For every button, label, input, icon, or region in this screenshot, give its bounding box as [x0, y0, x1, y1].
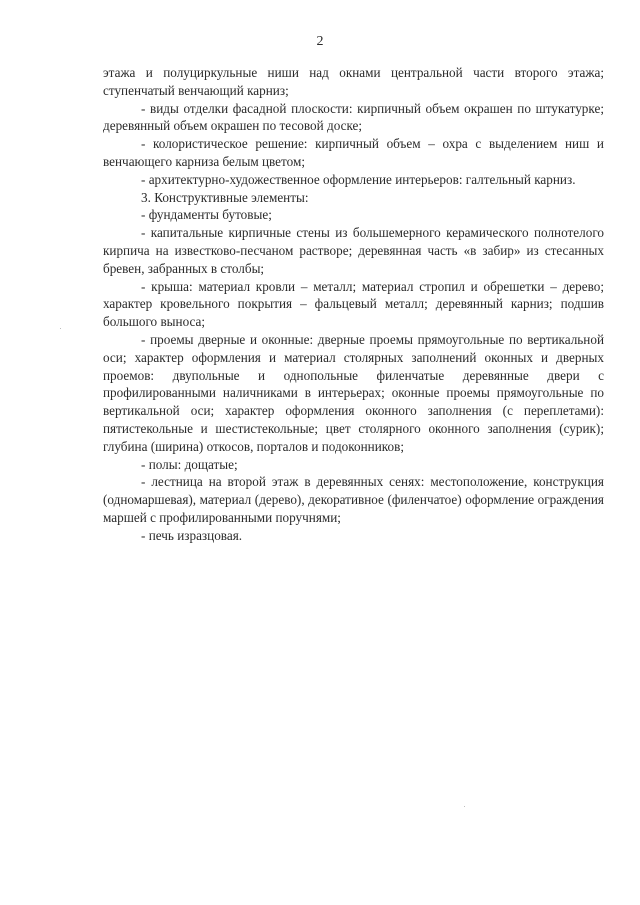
paragraph-facade-finish: - виды отделки фасадной плоскости: кирпичный объем окрашен по штукатурке; деревянный объем окрашен по тесовой доске; — [103, 100, 604, 134]
paragraph-openings: - проемы дверные и оконные: дверные проемы прямоугольные по вертикальной оси; характер оформления и материал столярных заполнений оконных и дверных проемов: двупольные и однопольные филенчатые деревянные двери с профилированными наличниками в интерьерах; оконные проемы прямоугольные по вертикальной оси; характер оформления оконного заполнения (с переплетами): пятистекольные и шестистекольные; цвет столярного оконного заполнения (сурик); глубина (ширина) откосов, порталов и подоконников; — [103, 331, 604, 454]
scan-speck — [464, 806, 465, 807]
document-body — [103, 64, 604, 545]
paragraph-stove: - печь изразцовая. — [141, 527, 243, 543]
paragraph-floors: - полы: дощатые; — [141, 456, 238, 472]
paragraph-color-scheme: - колористическое решение: кирпичный объем – охра с выделением ниш и венчающего карниза белым цветом; — [103, 136, 604, 169]
paragraph-foundations: - фундаменты бутовые; — [141, 207, 272, 223]
scan-speck — [60, 328, 61, 329]
paragraph-staircase: - лестница на второй этаж в деревянных сенях: местоположение, конструкция (одномаршевая), материал (дерево), декоративное (филенчатое) оформление ограждения маршей с профилированными поручнями; — [103, 474, 604, 525]
page-number: 2 — [316, 34, 324, 49]
paragraph-walls: - капитальные кирпичные стены из большемерного керамического полнотелого кирпича на известково-песчаном растворе; деревянная часть «в забир» из стесанных бревен, забранных в столбы; — [103, 225, 604, 276]
paragraph-interior-design: - архитектурно-художественное оформление интерьеров: галтельный карниз. — [141, 171, 576, 187]
paragraph-continuation: этажа и полуциркульные ниши над окнами центральной части второго этажа; ступенчатый венчающий карниз; — [103, 65, 604, 98]
section-heading-structural-elements: 3. Конструктивные элементы: — [141, 189, 309, 205]
paragraph-roof: - крыша: материал кровли – металл; материал стропил и обрешетки – дерево; характер кровельного покрытия – фальцевый металл; деревянный карниз; подшив большого выноса; — [103, 278, 604, 330]
